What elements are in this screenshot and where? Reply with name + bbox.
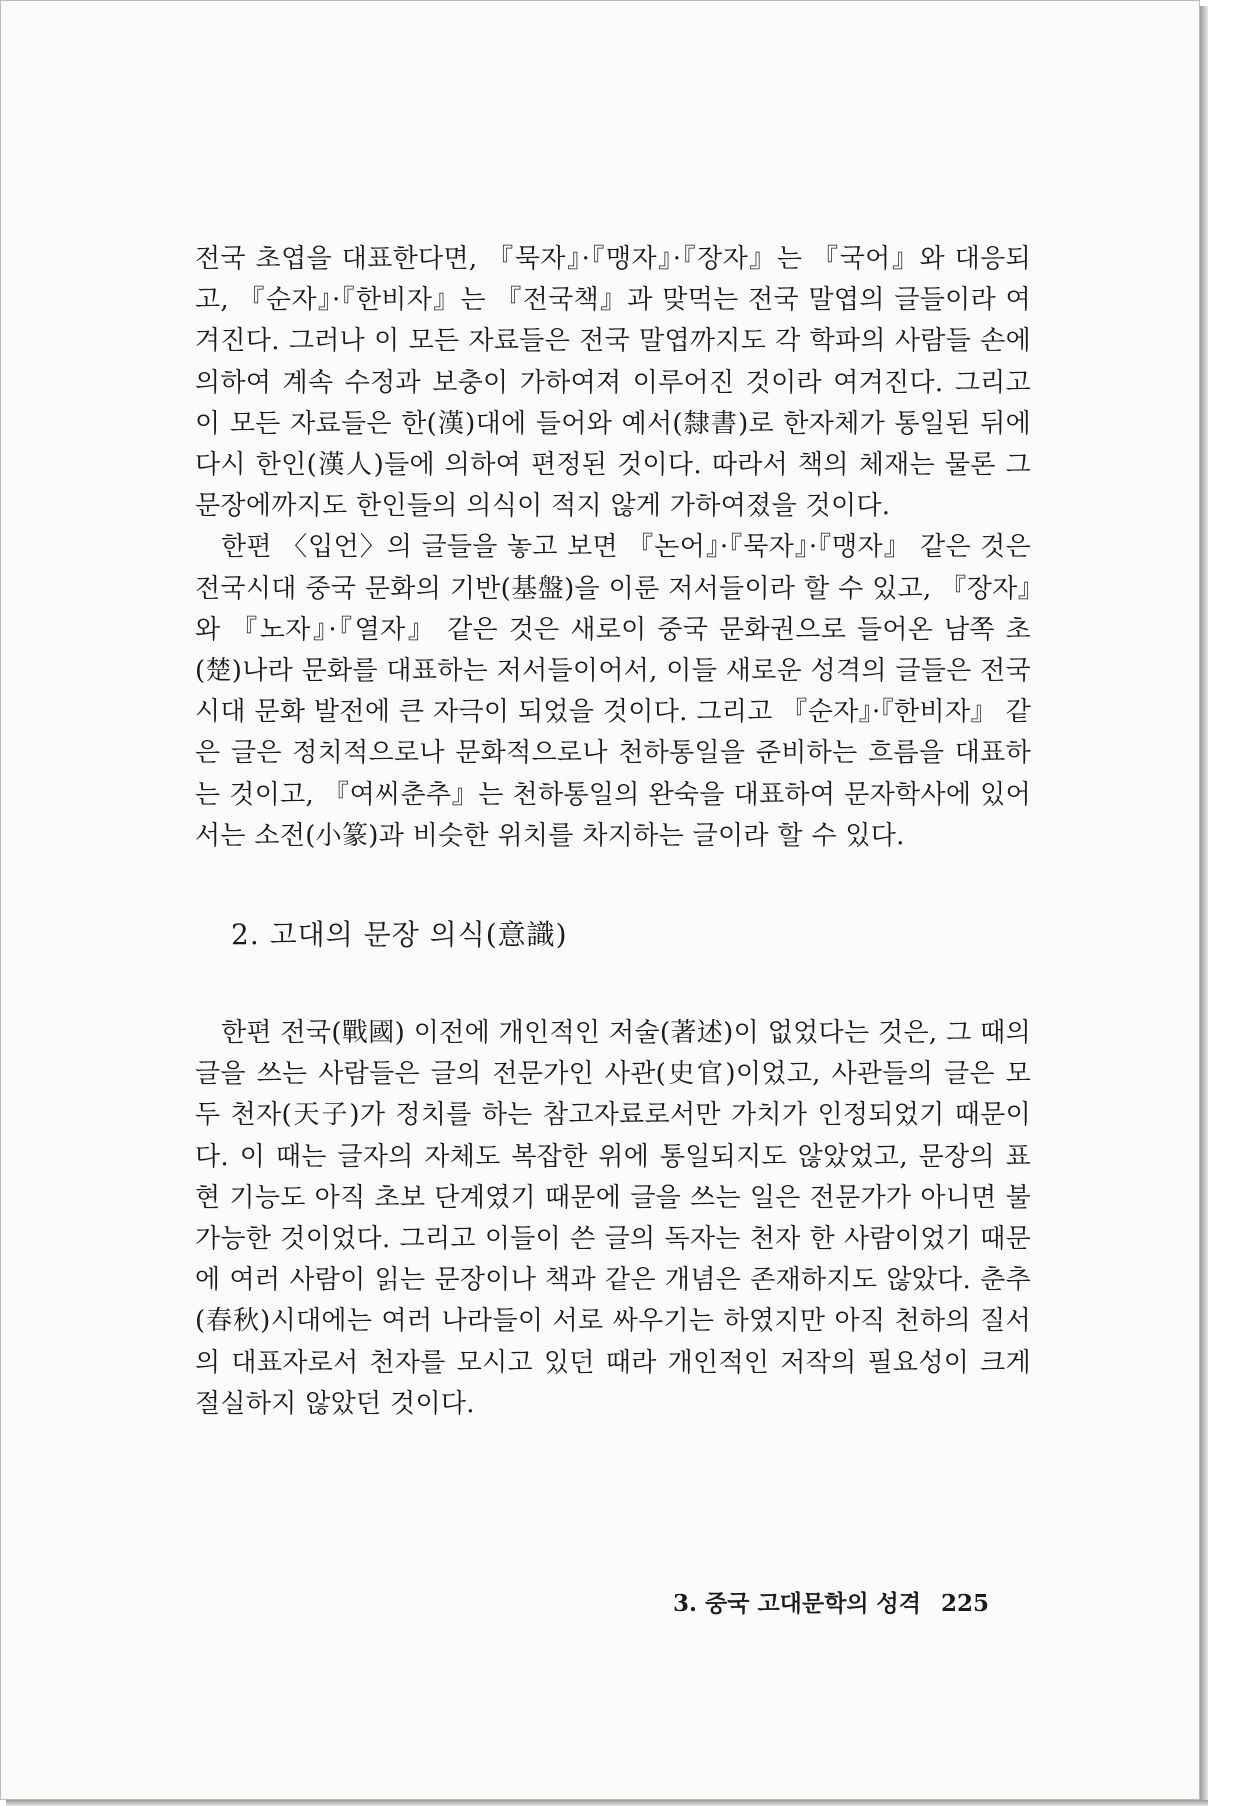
- page-body: [195, 239, 1031, 1425]
- page-edge-shadow-right: [1200, 6, 1208, 1806]
- body-paragraph-1: 전국 초엽을 대표한다면, 『묵자』·『맹자』·『장자』는 『국어』와 대응되고, 『순자』·『한비자』는 『전국책』과 맞먹는 전국 말엽의 글들이라 여겨진다. 그러나 이 모든 자료들은 전국 말엽까지도 각 학파의 사람들 손에 의하여 계속 수정과 보충이 가하여져 이루어진 것이라 여겨진다. 그리고 이 모든 자료들은 한(漢)대에 들어와 예서(隸書)로 한자체가 통일된 뒤에 다시 한인(漢人)들에 의하여 편정된 것이다. 따라서 책의 체재는 물론 그 문장에까지도 한인들의 의식이 적지 않게 가하여졌을 것이다.: [195, 244, 1031, 522]
- page-edge-shadow-bottom: [6, 1800, 1208, 1806]
- running-head: 3. 중국 고대문학의 성격: [673, 1590, 921, 1617]
- body-paragraph-3: 한편 전국(戰國) 이전에 개인적인 저술(著述)이 없었다는 것은, 그 때의 글을 쓰는 사람들은 글의 전문가인 사관(史官)이었고, 사관들의 글은 모두 천자(天子)가 정치를 하는 참고자료로서만 가치가 인정되었기 때문이다. 이 때는 글자의 자체도 복잡한 위에 통일되지도 않았었고, 문장의 표현 기능도 아직 초보 단계였기 때문에 글을 쓰는 일은 전문가가 아니면 불가능한 것이었다. 그리고 이들이 쓴 글의 독자는 천자 한 사람이었기 때문에 여러 사람이 읽는 문장이나 책과 같은 개념은 존재하지도 않았다. 춘추(春秋)시대에는 여러 나라들이 서로 싸우기는 하였지만 아직 천하의 질서의 대표자로서 천자를 모시고 있던 때라 개인적인 저작의 필요성이 크게 절실하지 않았던 것이다.: [195, 1018, 1031, 1419]
- body-paragraph-2: 한편 〈입언〉의 글들을 놓고 보면 『논어』·『묵자』·『맹자』 같은 것은 전국시대 중국 문화의 기반(基盤)을 이룬 저서들이라 할 수 있고, 『장자』와 『노자』·『열자』 같은 것은 새로이 중국 문화권으로 들어온 남쪽 초(楚)나라 문화를 대표하는 저서들이어서, 이들 새로운 성격의 글들은 전국시대 문화 발전에 큰 자극이 되었을 것이다. 그리고 『순자』·『한비자』 같은 글은 정치적으로나 문화적으로나 천하통일을 준비하는 흐름을 대표하는 것이고, 『여씨춘추』는 천하통일의 완숙을 대표하여 문자학사에 있어서는 소전(小篆)과 비슷한 위치를 차지하는 글이라 할 수 있다.: [195, 532, 1031, 851]
- page-footer: [673, 1585, 989, 1618]
- page-number: 225: [941, 1590, 990, 1617]
- section-heading: 2. 고대의 문장 의식(意識): [231, 918, 568, 952]
